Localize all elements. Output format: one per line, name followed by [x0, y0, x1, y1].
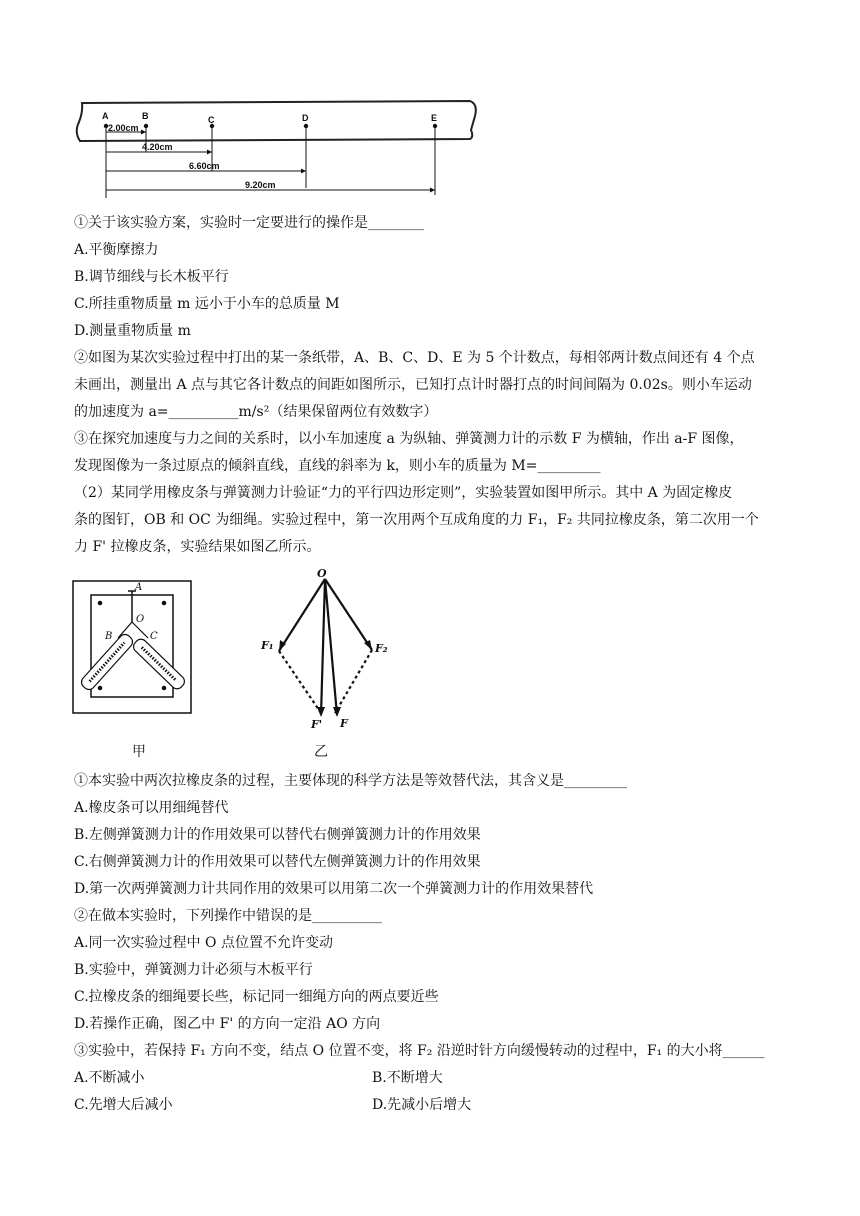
p2q2-stem: ②在做本实验时，下列操作中错误的是__________	[74, 908, 382, 924]
p2q1-option-c: C.右侧弹簧测力计的作用效果可以替代左侧弹簧测力计的作用效果	[74, 854, 481, 870]
paper-tape-figure	[0, 0, 860, 210]
p2q2-option-a: A.同一次实验过程中 O 点位置不允许变动	[74, 935, 333, 951]
p2q3-option-c: C.先增大后减小	[74, 1097, 173, 1113]
part2-line-2: 条的图钉，OB 和 OC 为细绳。实验过程中，第一次用两个互成角度的力 F₁，F₂ 共同拉橡皮条，第二次用一个	[74, 512, 759, 528]
jia-label-c: C	[150, 631, 158, 642]
dim-ae: 9.20cm	[245, 180, 276, 190]
dim-ab: 2.00cm	[108, 123, 139, 133]
q2-line-2: 未画出，测量出 A 点与其它各计数点的间距如图所示，已知打点计时器打点的时间间隔为 0.02s。则小车运动	[74, 377, 752, 393]
q3-line-2: 发现图像为一条过原点的倾斜直线，直线的斜率为 k，则小车的质量为 M=_________	[74, 458, 601, 474]
p2q1-option-a: A.橡皮条可以用细绳替代	[74, 800, 229, 816]
q1-option-d: D.测量重物质量 m	[74, 323, 191, 339]
q1-stem: ①关于该实验方案，实验时一定要进行的操作是________	[74, 215, 424, 231]
tape-point-c: C	[208, 115, 215, 125]
p2q3-stem: ③实验中，若保持 F₁ 方向不变，结点 O 位置不变，将 F₂ 沿逆时针方向缓慢转动的过程中，F₁ 的大小将______	[74, 1043, 765, 1059]
jia-label-o: O	[136, 614, 145, 625]
yi-label-o: O	[317, 567, 327, 580]
figure-jia-caption: 甲	[132, 744, 146, 760]
p2q1-stem: ①本实验中两次拉橡皮条的过程，主要体现的科学方法是等效替代法，其含义是_________	[74, 773, 627, 789]
q3-line-1: ③在探究加速度与力之间的关系时，以小车加速度 a 为纵轴、弹簧测力计的示数 F 为横轴，作出 a-F 图像，	[74, 431, 744, 447]
figure-jia	[70, 578, 195, 718]
q1-option-b: B.调节细线与长木板平行	[74, 269, 229, 285]
q1-option-a: A.平衡摩擦力	[74, 242, 159, 258]
yi-label-f2: F₂	[375, 642, 388, 655]
p2q3-option-d: D.先减小后增大	[372, 1097, 472, 1113]
tape-point-e: E	[431, 113, 438, 123]
p2q1-option-b: B.左侧弹簧测力计的作用效果可以替代右侧弹簧测力计的作用效果	[74, 827, 481, 843]
p2q1-option-d: D.第一次两弹簧测力计共同作用的效果可以用第二次一个弹簧测力计的作用效果替代	[74, 881, 594, 897]
q2-line-3: 的加速度为 a=__________m/s²（结果保留两位有效数字）	[74, 404, 438, 420]
jia-label-b: B	[105, 631, 113, 642]
tape-point-d: D	[302, 113, 309, 123]
part2-line-1: （2）某同学用橡皮条与弹簧测力计验证“力的平行四边形定则”，实验装置如图甲所示。其中 A 为固定橡皮	[74, 485, 733, 501]
figure-yi-caption: 乙	[314, 744, 328, 760]
p2q3-option-b: B.不断增大	[372, 1070, 443, 1086]
figure-yi	[255, 565, 395, 735]
p2q2-option-d: D.若操作正确，图乙中 F' 的方向一定沿 AO 方向	[74, 1016, 381, 1032]
dim-ad: 6.60cm	[189, 161, 220, 171]
p2q2-option-c: C.拉橡皮条的细绳要长些，标记同一细绳方向的两点要近些	[74, 989, 439, 1005]
q2-line-1: ②如图为某次实验过程中打出的某一条纸带，A、B、C、D、E 为 5 个计数点，每相邻两计数点间还有 4 个点	[74, 350, 755, 366]
p2q2-option-b: B.实验中，弹簧测力计必须与木板平行	[74, 962, 313, 978]
q1-option-c: C.所挂重物质量 m 远小于小车的总质量 M	[74, 296, 340, 312]
tape-point-a: A	[102, 111, 109, 121]
tape-point-b: B	[142, 111, 149, 121]
yi-label-f: F	[340, 717, 348, 730]
yi-label-f1: F₁	[261, 639, 274, 652]
dim-ac: 4.20cm	[142, 142, 173, 152]
part2-line-3: 力 F' 拉橡皮条，实验结果如图乙所示。	[74, 539, 321, 555]
yi-label-fprime: F'	[311, 718, 323, 731]
p2q3-option-a: A.不断减小	[74, 1070, 145, 1086]
jia-label-a: A	[135, 582, 143, 593]
